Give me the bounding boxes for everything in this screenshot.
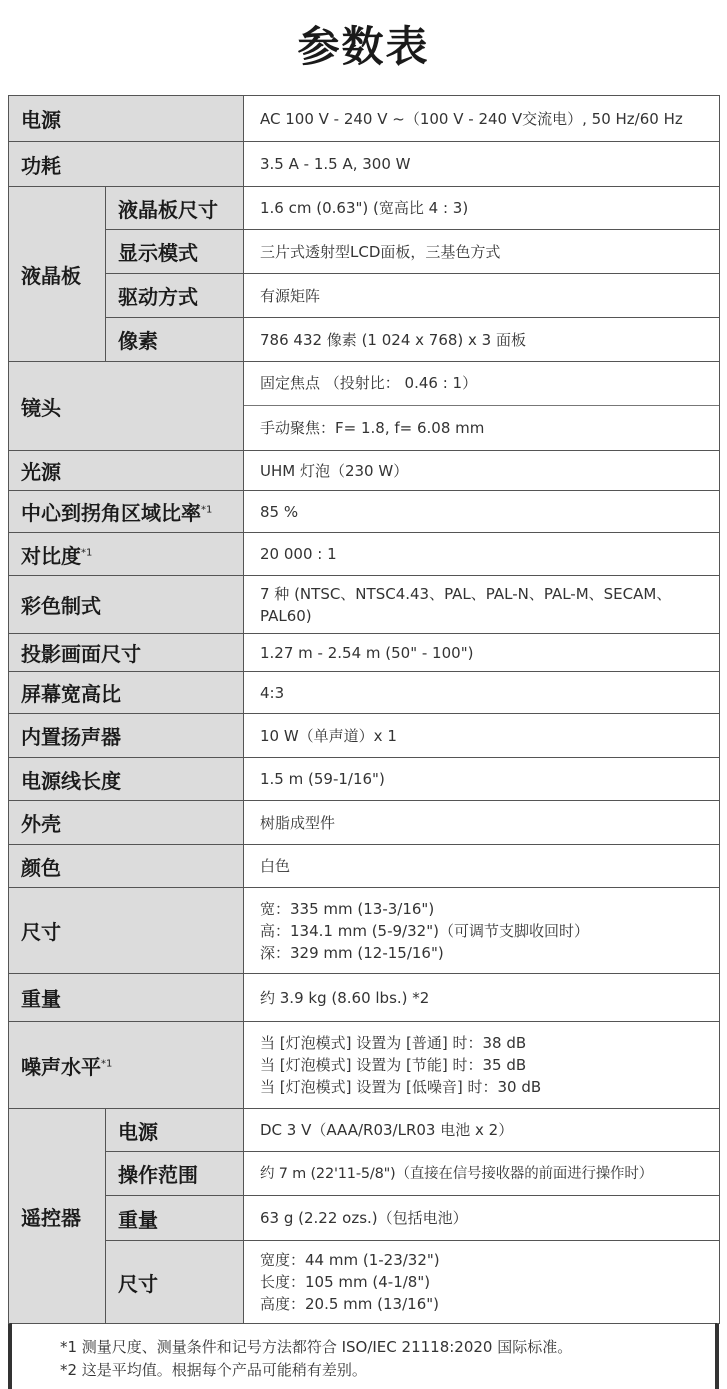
label-weight: 重量 bbox=[9, 974, 244, 1022]
value-remote-height: 高度：20.5 mm (13/16") bbox=[260, 1295, 439, 1313]
row-lcd-display bbox=[9, 230, 720, 274]
spec-table bbox=[8, 95, 720, 1324]
row-light bbox=[9, 451, 720, 491]
label-consumption: 功耗 bbox=[9, 142, 244, 187]
value-noise bbox=[244, 1022, 720, 1109]
row-noise bbox=[9, 1022, 720, 1109]
value-dimensions-depth: 深：329 mm (12-15/16") bbox=[260, 943, 444, 962]
value-lcd-display: 三片式透射型LCD面板，三基色方式 bbox=[244, 230, 720, 274]
value-remote-weight: 63 g (2.22 ozs.)（包括电池） bbox=[244, 1196, 720, 1241]
row-color-system bbox=[9, 576, 720, 634]
row-speaker bbox=[9, 714, 720, 758]
row-housing bbox=[9, 801, 720, 845]
label-cord: 电源线长度 bbox=[9, 758, 244, 801]
value-lcd-size: 1.6 cm (0.63") (宽高比 4 : 3) bbox=[244, 187, 720, 230]
value-remote-width: 宽度：44 mm (1-23/32") bbox=[260, 1251, 440, 1269]
value-housing: 树脂成型件 bbox=[244, 801, 720, 845]
row-remote-range bbox=[9, 1152, 720, 1196]
row-weight bbox=[9, 974, 720, 1022]
label-speaker: 内置扬声器 bbox=[9, 714, 244, 758]
label-remote: 遥控器 bbox=[9, 1109, 106, 1324]
value-aspect: 4:3 bbox=[244, 672, 720, 714]
row-uniformity bbox=[9, 491, 720, 533]
row-contrast bbox=[9, 533, 720, 576]
value-remote-power: DC 3 V（AAA/R03/LR03 电池 x 2） bbox=[244, 1109, 720, 1152]
value-noise-normal: 当 [灯泡模式] 设置为 [普通] 时：38 dB bbox=[260, 1034, 527, 1052]
value-weight: 约 3.9 kg (8.60 lbs.) *2 bbox=[244, 974, 720, 1022]
label-lcd-size: 液晶板尺寸 bbox=[106, 187, 244, 230]
label-noise bbox=[9, 1022, 244, 1109]
row-consumption bbox=[9, 142, 720, 187]
value-color-system: 7 种 (NTSC、NTSC4.43、PAL、PAL-N、PAL-M、SECAM、PAL60) bbox=[244, 576, 720, 634]
value-dimensions-height: 高：134.1 mm (5-9/32")（可调节支脚收回时） bbox=[260, 921, 589, 940]
value-cord: 1.5 m (59-1/16") bbox=[244, 758, 720, 801]
row-aspect bbox=[9, 672, 720, 714]
row-screen-size bbox=[9, 634, 720, 672]
value-noise-quiet: 当 [灯泡模式] 设置为 [低噪音] 时：30 dB bbox=[260, 1078, 542, 1096]
label-lcd: 液晶板 bbox=[9, 187, 106, 362]
row-lens bbox=[9, 362, 720, 451]
label-aspect: 屏幕宽高比 bbox=[9, 672, 244, 714]
label-noise-text: 噪声水平 bbox=[21, 1054, 101, 1079]
label-light: 光源 bbox=[9, 451, 244, 491]
footnote-2: *2 这是平均值。根据每个产品可能稍有差别。 bbox=[60, 1361, 367, 1379]
page-title: 参数表 bbox=[297, 22, 430, 71]
label-lens: 镜头 bbox=[9, 362, 244, 451]
value-lens-focus: 手动聚焦：F= 1.8, f= 6.08 mm bbox=[244, 405, 719, 450]
label-remote-range: 操作范围 bbox=[106, 1152, 244, 1196]
row-remote-size bbox=[9, 1241, 720, 1324]
row-remote-power bbox=[9, 1109, 720, 1152]
value-dimensions bbox=[244, 888, 720, 974]
row-cord bbox=[9, 758, 720, 801]
label-uniformity bbox=[9, 491, 244, 533]
footnote-mark: *1 bbox=[101, 1057, 113, 1069]
value-uniformity: 85 % bbox=[244, 491, 720, 533]
row-color bbox=[9, 845, 720, 888]
value-lens-fixed: 固定焦点 （投射比： 0.46 : 1） bbox=[260, 374, 478, 392]
value-screen-size: 1.27 m - 2.54 m (50" - 100") bbox=[244, 634, 720, 672]
row-lcd-size bbox=[9, 187, 720, 230]
label-remote-size: 尺寸 bbox=[106, 1241, 244, 1324]
row-lcd-pixels bbox=[9, 318, 720, 362]
label-power: 电源 bbox=[9, 96, 244, 142]
value-power: AC 100 V - 240 V ~（100 V - 240 V交流电）, 50 Hz/60 Hz bbox=[244, 96, 720, 142]
value-speaker: 10 W（单声道）x 1 bbox=[244, 714, 720, 758]
footnote-mark: *1 bbox=[201, 504, 213, 516]
value-remote-range: 约 7 m (22'11-5/8")（直接在信号接收器的前面进行操作时） bbox=[244, 1152, 720, 1196]
value-remote-length: 长度：105 mm (4-1/8") bbox=[260, 1273, 431, 1291]
label-color-system: 彩色制式 bbox=[9, 576, 244, 634]
label-uniformity-text: 中心到拐角区域比率 bbox=[21, 501, 201, 525]
footnotes bbox=[10, 1323, 717, 1389]
footnote-1: *1 测量尺度、测量条件和记号方法都符合 ISO/IEC 21118:2020 国际标准。 bbox=[60, 1338, 573, 1356]
value-remote-size bbox=[244, 1241, 720, 1324]
label-remote-weight: 重量 bbox=[106, 1196, 244, 1241]
value-dimensions-width: 宽：335 mm (13-3/16") bbox=[260, 899, 435, 918]
value-color: 白色 bbox=[244, 845, 720, 888]
value-noise-eco: 当 [灯泡模式] 设置为 [节能] 时：35 dB bbox=[260, 1056, 527, 1074]
value-lens bbox=[244, 362, 720, 451]
value-contrast: 20 000 : 1 bbox=[244, 533, 720, 576]
row-remote-weight bbox=[9, 1196, 720, 1241]
value-consumption: 3.5 A - 1.5 A, 300 W bbox=[244, 142, 720, 187]
label-dimensions: 尺寸 bbox=[9, 888, 244, 974]
label-lcd-drive: 驱动方式 bbox=[106, 274, 244, 318]
row-lcd-drive bbox=[9, 274, 720, 318]
label-lcd-pixels: 像素 bbox=[106, 318, 244, 362]
label-lcd-display: 显示模式 bbox=[106, 230, 244, 274]
label-contrast bbox=[9, 533, 244, 576]
value-lcd-pixels: 786 432 像素 (1 024 x 768) x 3 面板 bbox=[244, 318, 720, 362]
label-remote-power: 电源 bbox=[106, 1109, 244, 1152]
label-housing: 外壳 bbox=[9, 801, 244, 845]
row-dimensions bbox=[9, 888, 720, 974]
label-contrast-text: 对比度 bbox=[21, 543, 81, 568]
label-screen-size: 投影画面尺寸 bbox=[9, 634, 244, 672]
footnote-mark: *1 bbox=[81, 546, 93, 558]
label-color: 颜色 bbox=[9, 845, 244, 888]
value-lcd-drive: 有源矩阵 bbox=[244, 274, 720, 318]
value-light: UHM 灯泡（230 W） bbox=[244, 451, 720, 491]
row-power bbox=[9, 96, 720, 142]
